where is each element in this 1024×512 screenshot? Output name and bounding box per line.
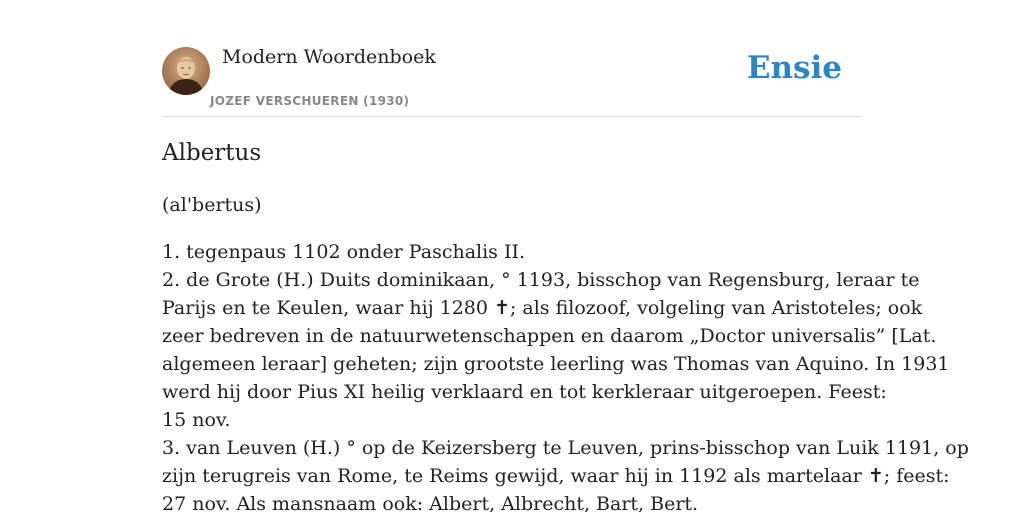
entry-headword: Albertus xyxy=(162,140,262,166)
definition-line: algemeen leraar] geheten; zijn grootste leerling was Thomas van Aquino. In 1931 xyxy=(162,353,950,375)
definition-line: 27 nov. Als mansnaam ook: Albert, Albrecht, Bart, Bert. xyxy=(162,493,699,512)
site-header xyxy=(162,0,862,117)
definition-line: Parijs en te Keulen, waar hij 1280 ✝; als filozoof, volgeling van Aristoteles; ook xyxy=(162,297,923,319)
author-portrait-icon xyxy=(162,47,210,95)
definition-line: 1. tegenpaus 1102 onder Paschalis II. xyxy=(162,241,526,263)
author-avatar[interactable] xyxy=(162,47,210,95)
definition-line: 3. van Leuven (H.) ° op de Keizersberg te Leuven, prins-bisschop van Luik 1191, op xyxy=(162,437,969,459)
definition-line: werd hij door Pius XI heilig verklaard en tot kerkleraar uitgeroepen. Feest: xyxy=(162,381,887,403)
definition-line: 2. de Grote (H.) Duits dominikaan, ° 1193, bisschop van Regensburg, leraar te xyxy=(162,269,920,291)
brand-logo[interactable]: Ensie xyxy=(746,50,842,86)
definition-line: zeer bedreven in de natuurwetenschappen en daarom „Doctor universalis” [Lat. xyxy=(162,325,937,347)
entry-pronunciation: (al'bertus) xyxy=(162,194,262,216)
definition-line: 15 nov. xyxy=(162,409,231,431)
definition-line: zijn terugreis van Rome, te Reims gewijd, waar hij in 1192 als martelaar ✝; feest: xyxy=(162,465,950,487)
book-title[interactable]: Modern Woordenboek xyxy=(222,46,436,68)
author-name[interactable]: JOZEF VERSCHUEREN (1930) xyxy=(210,94,410,108)
entry-definition xyxy=(162,238,969,512)
